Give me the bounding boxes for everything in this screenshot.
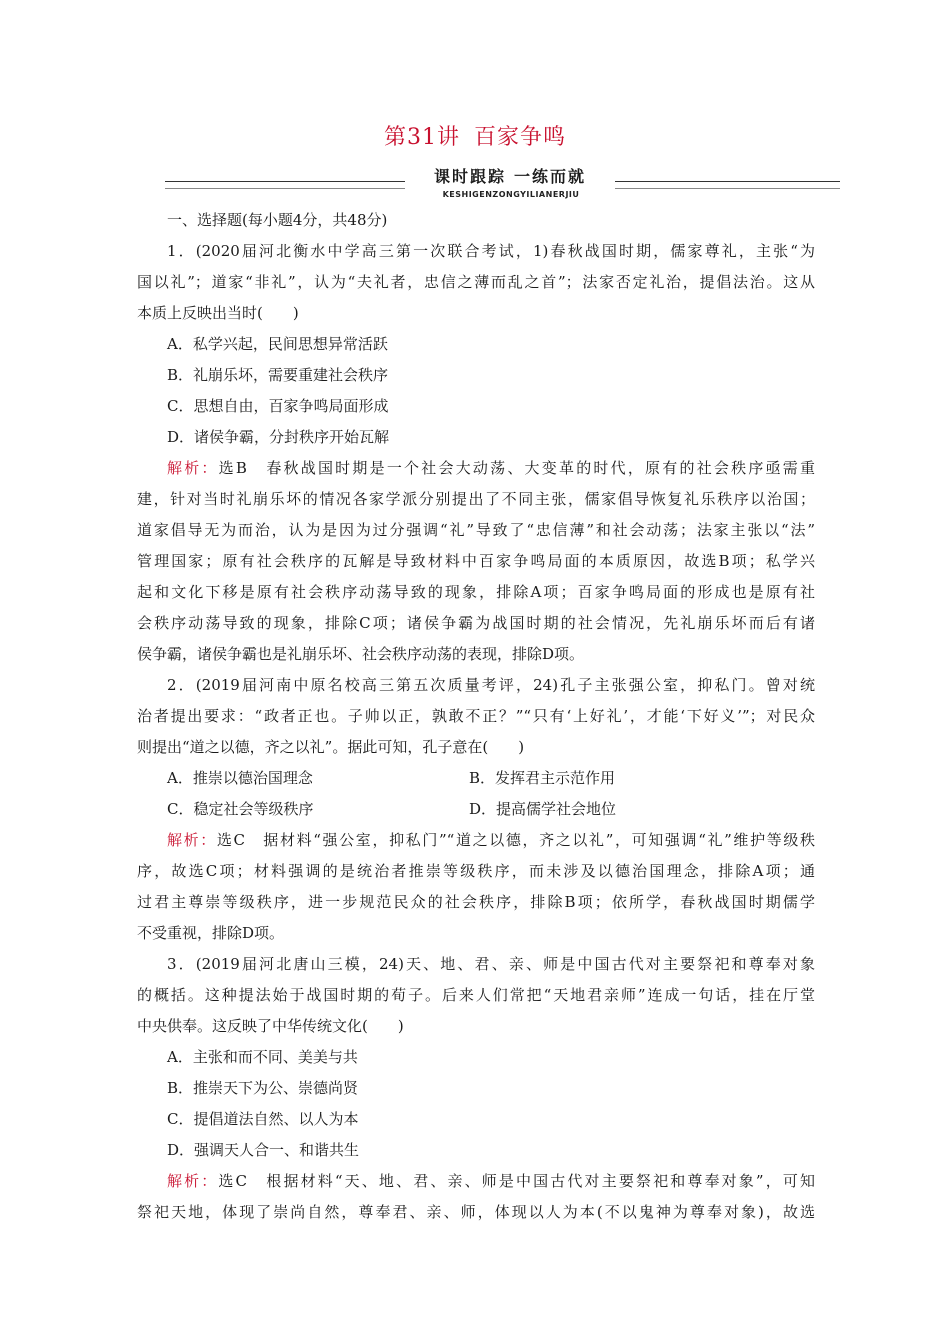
analysis-label: 解析：: [167, 1172, 219, 1190]
question-line: 1．(2020届河北衡水中学高三第一次联合考试，1)春秋战国时期，儒家尊礼，主张“为: [167, 242, 815, 260]
analysis-line: 起和文化下移是原有社会秩序动荡导致的现象，排除A项；百家争鸣局面的形成也是原有社: [137, 583, 815, 601]
option-a: A．主张和而不同、美美与共: [167, 1048, 358, 1066]
option-d: D．提高儒学社会地位: [469, 800, 617, 818]
analysis-text: 选B 春秋战国时期是一个社会大动荡、大变革的时代，原有的社会秩序亟需重: [218, 459, 815, 477]
analysis-label: 解析：: [167, 459, 219, 477]
analysis-line: 侯争霸，诸侯争霸也是礼崩乐坏、社会秩序动荡的表现，排除D项。: [137, 645, 585, 663]
option-c: C．提倡道法自然、以人为本: [167, 1110, 359, 1128]
banner-sub-main-text: 一练而就: [514, 167, 587, 186]
banner-rule-right: [612, 181, 840, 189]
analysis-line: 序，故选C项；材料强调的是统治者推崇等级秩序，而未涉及以德治国理念，排除A项；通: [137, 862, 815, 880]
section-title: 一、选择题(每小题4分，共48分): [167, 211, 388, 229]
lecture-number: 第31讲: [383, 125, 460, 150]
question-2: [137, 670, 815, 949]
section-banner: [165, 166, 840, 202]
analysis-line: [137, 825, 815, 856]
banner-main-text: 课时跟踪: [433, 167, 506, 186]
analysis-line: 道家倡导无为而治，认为是因为过分强调“礼”导致了“忠信薄”和社会动荡；法家主张以“法”: [137, 521, 815, 539]
question-line: 治者提出要求：“政者正也。子帅以正，孰敢不正？”“只有‘上好礼’，才能‘下好义’”；对民众: [137, 707, 815, 725]
analysis-label: 解析：: [167, 831, 217, 849]
option-row: [137, 794, 815, 825]
analysis-line: 会秩序动荡导致的现象，排除C项；诸侯争霸为战国时期的社会情况，先礼崩乐坏而后有诸: [137, 614, 815, 632]
document-body: [137, 205, 815, 1228]
analysis-line: [137, 1166, 815, 1197]
option-c: C．思想自由，百家争鸣局面形成: [167, 397, 389, 415]
option-row: [137, 763, 815, 794]
question-1: [137, 236, 815, 670]
analysis-text: 选C 根据材料“天、地、君、亲、师是中国古代对主要祭祀和尊奉对象”，可知: [218, 1172, 815, 1190]
question-line: 国以礼”；道家“非礼”，认为“夫礼者，忠信之薄而乱之首”；法家否定礼治，提倡法治。这从: [137, 273, 815, 291]
question-3: [137, 949, 815, 1228]
question-line: 中央供奉。这反映了中华传统文化( ): [137, 1017, 404, 1035]
option-b: B．礼崩乐坏，需要重建社会秩序: [167, 366, 389, 384]
analysis-line: 不受重视，排除D项。: [137, 924, 285, 942]
page-title: [0, 120, 950, 151]
option-a: A．推崇以德治国理念: [167, 769, 313, 787]
option-d: D．诸侯争霸，分封秩序开始瓦解: [167, 428, 390, 446]
question-line: 则提出“道之以德，齐之以礼”。据此可知，孔子意在( ): [137, 738, 525, 756]
analysis-line: 过君主尊崇等级秩序，进一步规范民众的社会秩序，排除B项；依所学，春秋战国时期儒学: [137, 893, 815, 911]
option-d: D．强调天人合一、和谐共生: [167, 1141, 360, 1159]
analysis-text: 选C 据材料“强公室，抑私门”“道之以德，齐之以礼”，可知强调“礼”维护等级秩: [216, 831, 815, 849]
option-c: C．稳定社会等级秩序: [167, 800, 314, 818]
option-b: B．发挥君主示范作用: [469, 769, 616, 787]
lecture-title: 百家争鸣: [473, 125, 566, 150]
option-a: A．私学兴起，民间思想异常活跃: [167, 335, 388, 353]
banner-pinyin: KESHIGENZONGYILIANERJIU: [442, 190, 580, 199]
banner-box: [405, 166, 615, 190]
question-line: 2．(2019届河南中原名校高三第五次质量考评，24)孔子主张强公室，抑私门。曾对统: [167, 676, 815, 694]
question-line: 本质上反映出当时( ): [137, 304, 299, 322]
analysis-line: 建，针对当时礼崩乐坏的情况各家学派分别提出了不同主张，儒家倡导恢复礼乐秩序以治国；: [137, 490, 815, 508]
banner-rule-left: [165, 181, 415, 189]
option-b: B．推崇天下为公、崇德尚贤: [167, 1079, 359, 1097]
question-line: 3．(2019届河北唐山三模，24)天、地、君、亲、师是中国古代对主要祭祀和尊奉对象: [167, 955, 815, 973]
question-line: 的概括。这种提法始于战国时期的荀子。后来人们常把“天地君亲师”连成一句话，挂在厅堂: [137, 986, 815, 1004]
analysis-line: 祭祀天地，体现了崇尚自然，尊奉君、亲、师，体现以人为本(不以鬼神为尊奉对象)，故选: [137, 1203, 815, 1221]
analysis-line: [137, 453, 815, 484]
analysis-line: 管理国家；原有社会秩序的瓦解是导致材料中百家争鸣局面的本质原因，故选B项；私学兴: [137, 552, 815, 570]
